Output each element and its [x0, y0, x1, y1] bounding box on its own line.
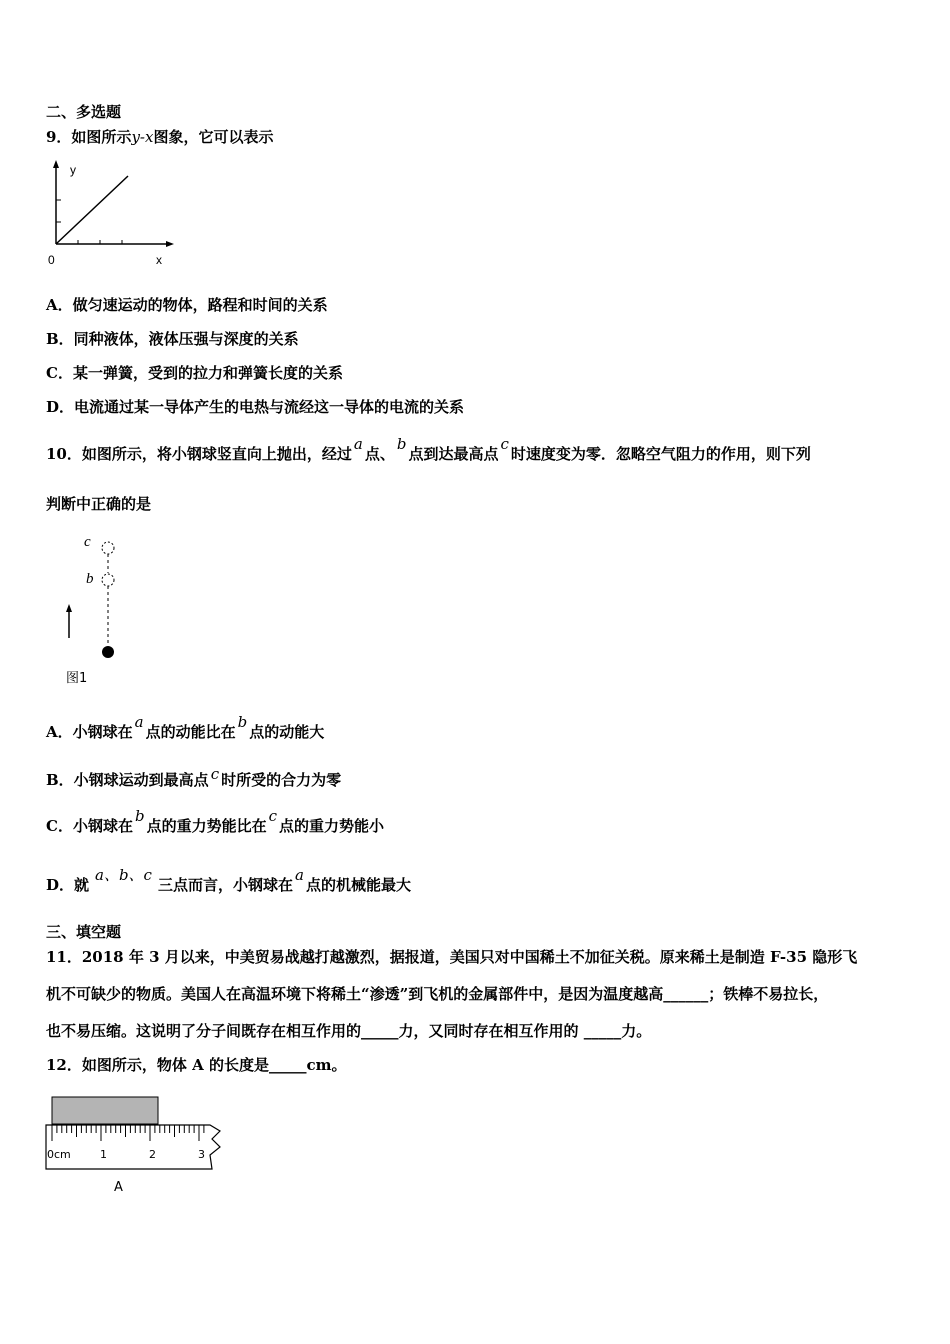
figure-caption-fragment: 图1: [66, 671, 88, 686]
ruler-tick-label-2: 2: [149, 1148, 156, 1161]
question-11-line3: 也不易压缩。这说明了分子间既存在相互作用的_____力，又同时存在相互作用的 _____力。: [46, 1022, 652, 1040]
point-c-var: c: [500, 435, 509, 453]
upward-arrow-head: [66, 604, 72, 612]
q10-option-a: A．小钢球在a点的动能比在b点的动能大: [46, 713, 325, 741]
ruler-unit-label: 0cm: [47, 1148, 71, 1161]
point-b-var: b: [396, 435, 407, 453]
ball-position-c: [102, 542, 114, 554]
q10-option-c: C．小钢球在b点的重力势能比在c点的重力势能小: [46, 807, 384, 835]
ruler-tick-label-3: 3: [198, 1148, 205, 1161]
origin-label: 0: [48, 253, 55, 267]
object-a-block: [52, 1097, 158, 1124]
x-axis-label: x: [156, 253, 162, 267]
question-11-line2: 机不可缺少的物质。美国人在高温环境下将稀土“渗透”到飞机的金属部件中，是因为温度越高______；铁棒不易拉长，: [46, 985, 829, 1003]
section-title-fill-in: 三、填空题: [46, 923, 122, 941]
question-10-stem-line1: 10．如图所示，将小钢球竖直向上抛出，经过a点、b点到达最高点c时速度变为零．忽略空气阻力的作用，则下列: [46, 435, 811, 463]
q10-option-d: D．就a、b、c三点而言，小钢球在a点的机械能最大: [46, 866, 411, 894]
y-axis-arrow: [53, 160, 59, 168]
label-b: b: [86, 571, 94, 587]
q9-option-d: D．电流通过某一导体产生的电热与流经这一导体的电流的关系: [46, 398, 465, 416]
label-c: c: [84, 534, 91, 550]
q9-linear-graph: [44, 158, 179, 270]
question-9-stem: [46, 127, 273, 147]
y-axis-label: y: [70, 163, 76, 177]
q10-option-b: B．小钢球运动到最高点 c 时所受的合力为零: [46, 765, 342, 789]
ball-position-b: [102, 574, 114, 586]
graph-line: [56, 176, 128, 244]
q9-option-b: B．同种液体，液体压强与深度的关系: [46, 330, 299, 348]
q10-ball-figure: [60, 530, 140, 686]
q12-ruler-figure: [44, 1095, 224, 1195]
question-12-stem: 12．如图所示，物体 A 的长度是_____cm。: [46, 1056, 347, 1074]
x-axis-arrow: [166, 241, 174, 247]
q9-prefix: 9．如图所示: [46, 128, 132, 146]
q9-option-a: A．做匀速运动的物体，路程和时间的关系: [46, 296, 328, 314]
q9-variable: y-x: [131, 128, 154, 146]
ruler-tick-label-1: 1: [100, 1148, 107, 1161]
question-10-stem-line2: 判断中正确的是: [46, 495, 152, 513]
question-11-line1: 11．2018 年 3 月以来，中美贸易战越打越激烈，据报道，美国只对中国稀土不加征关税。原来稀土是制造 F-35 隐形飞: [46, 948, 858, 966]
ball-position-a: [102, 646, 114, 658]
q9-option-c: C．某一弹簧，受到的拉力和弹簧长度的关系: [46, 364, 343, 382]
section-title-multiple-choice: 二、多选题: [46, 103, 122, 121]
q9-suffix: 图象，它可以表示: [153, 128, 274, 146]
point-a-var: a: [353, 435, 363, 453]
object-label-a: A: [114, 1180, 123, 1195]
